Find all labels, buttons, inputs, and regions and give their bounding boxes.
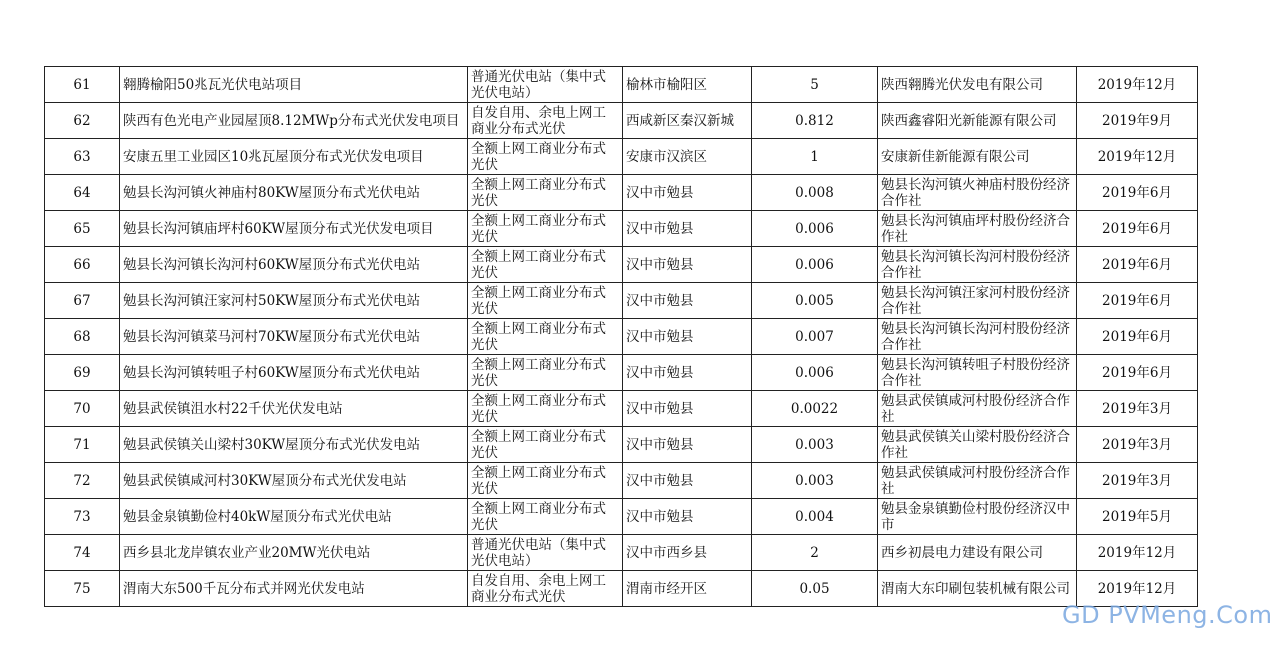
project-capacity-cell: 0.003 — [752, 463, 878, 499]
project-type-cell: 全额上网工商业分布式光伏 — [468, 139, 623, 175]
project-capacity-cell: 0.005 — [752, 283, 878, 319]
table-row — [45, 499, 1198, 535]
row-index-cell: 73 — [45, 499, 120, 535]
project-date-cell: 2019年6月 — [1077, 283, 1198, 319]
project-name-cell: 安康五里工业园区10兆瓦屋顶分布式光伏发电项目 — [120, 139, 468, 175]
project-date-cell: 2019年12月 — [1077, 535, 1198, 571]
project-type-cell: 全额上网工商业分布式光伏 — [468, 463, 623, 499]
table-row — [45, 175, 1198, 211]
row-index-cell: 65 — [45, 211, 120, 247]
project-location-cell: 汉中市勉县 — [623, 283, 752, 319]
project-owner-cell: 勉县金泉镇勤俭村股份经济汉中市 — [878, 499, 1077, 535]
project-owner-cell: 勉县长沟河镇汪家河村股份经济合作社 — [878, 283, 1077, 319]
project-capacity-cell: 0.008 — [752, 175, 878, 211]
row-index-cell: 74 — [45, 535, 120, 571]
project-type-cell: 全额上网工商业分布式光伏 — [468, 247, 623, 283]
project-location-cell: 汉中市勉县 — [623, 355, 752, 391]
project-type-cell: 全额上网工商业分布式光伏 — [468, 391, 623, 427]
project-location-cell: 汉中市勉县 — [623, 427, 752, 463]
table-row — [45, 463, 1198, 499]
project-location-cell: 汉中市勉县 — [623, 391, 752, 427]
project-name-cell: 勉县长沟河镇长沟河村60KW屋顶分布式光伏电站 — [120, 247, 468, 283]
table-row — [45, 427, 1198, 463]
project-date-cell: 2019年3月 — [1077, 427, 1198, 463]
project-type-cell: 普通光伏电站（集中式光伏电站） — [468, 67, 623, 103]
row-index-cell: 63 — [45, 139, 120, 175]
project-type-cell: 普通光伏电站（集中式光伏电站） — [468, 535, 623, 571]
project-location-cell: 安康市汉滨区 — [623, 139, 752, 175]
row-index-cell: 75 — [45, 571, 120, 607]
row-index-cell: 64 — [45, 175, 120, 211]
table-row — [45, 571, 1198, 607]
project-date-cell: 2019年12月 — [1077, 139, 1198, 175]
project-capacity-cell: 0.006 — [752, 355, 878, 391]
project-owner-cell: 勉县武侯镇咸河村股份经济合作社 — [878, 463, 1077, 499]
project-owner-cell: 勉县武侯镇咸河村股份经济合作社 — [878, 391, 1077, 427]
project-table — [44, 66, 1198, 607]
project-owner-cell: 西乡初晨电力建设有限公司 — [878, 535, 1077, 571]
row-index-cell: 69 — [45, 355, 120, 391]
project-date-cell: 2019年9月 — [1077, 103, 1198, 139]
project-date-cell: 2019年5月 — [1077, 499, 1198, 535]
project-location-cell: 汉中市西乡县 — [623, 535, 752, 571]
table-row — [45, 535, 1198, 571]
project-type-cell: 全额上网工商业分布式光伏 — [468, 499, 623, 535]
project-owner-cell: 勉县长沟河镇转咀子村股份经济合作社 — [878, 355, 1077, 391]
project-name-cell: 西乡县北龙岸镇农业产业20MW光伏电站 — [120, 535, 468, 571]
project-name-cell: 勉县金泉镇勤俭村40kW屋顶分布式光伏电站 — [120, 499, 468, 535]
table-row — [45, 247, 1198, 283]
project-capacity-cell: 1 — [752, 139, 878, 175]
project-capacity-cell: 0.004 — [752, 499, 878, 535]
project-capacity-cell: 0.007 — [752, 319, 878, 355]
row-index-cell: 70 — [45, 391, 120, 427]
project-name-cell: 勉县长沟河镇火神庙村80KW屋顶分布式光伏电站 — [120, 175, 468, 211]
table-row — [45, 67, 1198, 103]
project-capacity-cell: 0.003 — [752, 427, 878, 463]
table-row — [45, 211, 1198, 247]
project-owner-cell: 勉县长沟河镇长沟河村股份经济合作社 — [878, 319, 1077, 355]
project-type-cell: 全额上网工商业分布式光伏 — [468, 175, 623, 211]
project-capacity-cell: 0.812 — [752, 103, 878, 139]
project-location-cell: 汉中市勉县 — [623, 247, 752, 283]
project-date-cell: 2019年6月 — [1077, 247, 1198, 283]
project-name-cell: 勉县武侯镇沮水村22千伏光伏发电站 — [120, 391, 468, 427]
project-date-cell: 2019年6月 — [1077, 175, 1198, 211]
project-owner-cell: 勉县长沟河镇火神庙村股份经济合作社 — [878, 175, 1077, 211]
row-index-cell: 61 — [45, 67, 120, 103]
project-type-cell: 自发自用、余电上网工商业分布式光伏 — [468, 103, 623, 139]
row-index-cell: 72 — [45, 463, 120, 499]
project-type-cell: 全额上网工商业分布式光伏 — [468, 283, 623, 319]
project-location-cell: 汉中市勉县 — [623, 499, 752, 535]
project-date-cell: 2019年12月 — [1077, 571, 1198, 607]
project-name-cell: 勉县武侯镇咸河村30KW屋顶分布式光伏发电站 — [120, 463, 468, 499]
project-location-cell: 汉中市勉县 — [623, 463, 752, 499]
project-type-cell: 全额上网工商业分布式光伏 — [468, 427, 623, 463]
project-capacity-cell: 2 — [752, 535, 878, 571]
site-watermark: GD PVMeng.Com — [1062, 601, 1273, 629]
project-capacity-cell: 0.006 — [752, 211, 878, 247]
project-capacity-cell: 0.006 — [752, 247, 878, 283]
project-date-cell: 2019年3月 — [1077, 391, 1198, 427]
project-name-cell: 勉县长沟河镇菜马河村70KW屋顶分布式光伏电站 — [120, 319, 468, 355]
project-capacity-cell: 5 — [752, 67, 878, 103]
project-owner-cell: 勉县长沟河镇长沟河村股份经济合作社 — [878, 247, 1077, 283]
table-row — [45, 355, 1198, 391]
project-owner-cell: 勉县长沟河镇庙坪村股份经济合作社 — [878, 211, 1077, 247]
project-type-cell: 自发自用、余电上网工商业分布式光伏 — [468, 571, 623, 607]
project-name-cell: 勉县长沟河镇庙坪村60KW屋顶分布式光伏发电项目 — [120, 211, 468, 247]
project-date-cell: 2019年6月 — [1077, 355, 1198, 391]
table-row — [45, 283, 1198, 319]
project-location-cell: 榆林市榆阳区 — [623, 67, 752, 103]
project-capacity-cell: 0.0022 — [752, 391, 878, 427]
project-owner-cell: 陕西翱腾光伏发电有限公司 — [878, 67, 1077, 103]
project-name-cell: 勉县武侯镇关山梁村30KW屋顶分布式光伏发电站 — [120, 427, 468, 463]
project-location-cell: 汉中市勉县 — [623, 319, 752, 355]
project-location-cell: 汉中市勉县 — [623, 211, 752, 247]
table-row — [45, 103, 1198, 139]
project-name-cell: 勉县长沟河镇转咀子村60KW屋顶分布式光伏电站 — [120, 355, 468, 391]
row-index-cell: 62 — [45, 103, 120, 139]
project-date-cell: 2019年6月 — [1077, 319, 1198, 355]
table-row — [45, 139, 1198, 175]
project-name-cell: 翱腾榆阳50兆瓦光伏电站项目 — [120, 67, 468, 103]
project-location-cell: 渭南市经开区 — [623, 571, 752, 607]
project-capacity-cell: 0.05 — [752, 571, 878, 607]
row-index-cell: 71 — [45, 427, 120, 463]
project-type-cell: 全额上网工商业分布式光伏 — [468, 319, 623, 355]
project-name-cell: 勉县长沟河镇汪家河村50KW屋顶分布式光伏电站 — [120, 283, 468, 319]
table-body — [45, 67, 1198, 607]
table-row — [45, 319, 1198, 355]
project-owner-cell: 勉县武侯镇关山梁村股份经济合作社 — [878, 427, 1077, 463]
row-index-cell: 66 — [45, 247, 120, 283]
row-index-cell: 68 — [45, 319, 120, 355]
row-index-cell: 67 — [45, 283, 120, 319]
project-name-cell: 陕西有色光电产业园屋顶8.12MWp分布式光伏发电项目 — [120, 103, 468, 139]
project-type-cell: 全额上网工商业分布式光伏 — [468, 355, 623, 391]
project-date-cell: 2019年12月 — [1077, 67, 1198, 103]
project-date-cell: 2019年6月 — [1077, 211, 1198, 247]
project-location-cell: 西咸新区秦汉新城 — [623, 103, 752, 139]
project-owner-cell: 安康新佳新能源有限公司 — [878, 139, 1077, 175]
project-location-cell: 汉中市勉县 — [623, 175, 752, 211]
project-owner-cell: 陕西鑫睿阳光新能源有限公司 — [878, 103, 1077, 139]
project-name-cell: 渭南大东500千瓦分布式并网光伏发电站 — [120, 571, 468, 607]
table-row — [45, 391, 1198, 427]
project-date-cell: 2019年3月 — [1077, 463, 1198, 499]
project-type-cell: 全额上网工商业分布式光伏 — [468, 211, 623, 247]
project-owner-cell: 渭南大东印刷包装机械有限公司 — [878, 571, 1077, 607]
